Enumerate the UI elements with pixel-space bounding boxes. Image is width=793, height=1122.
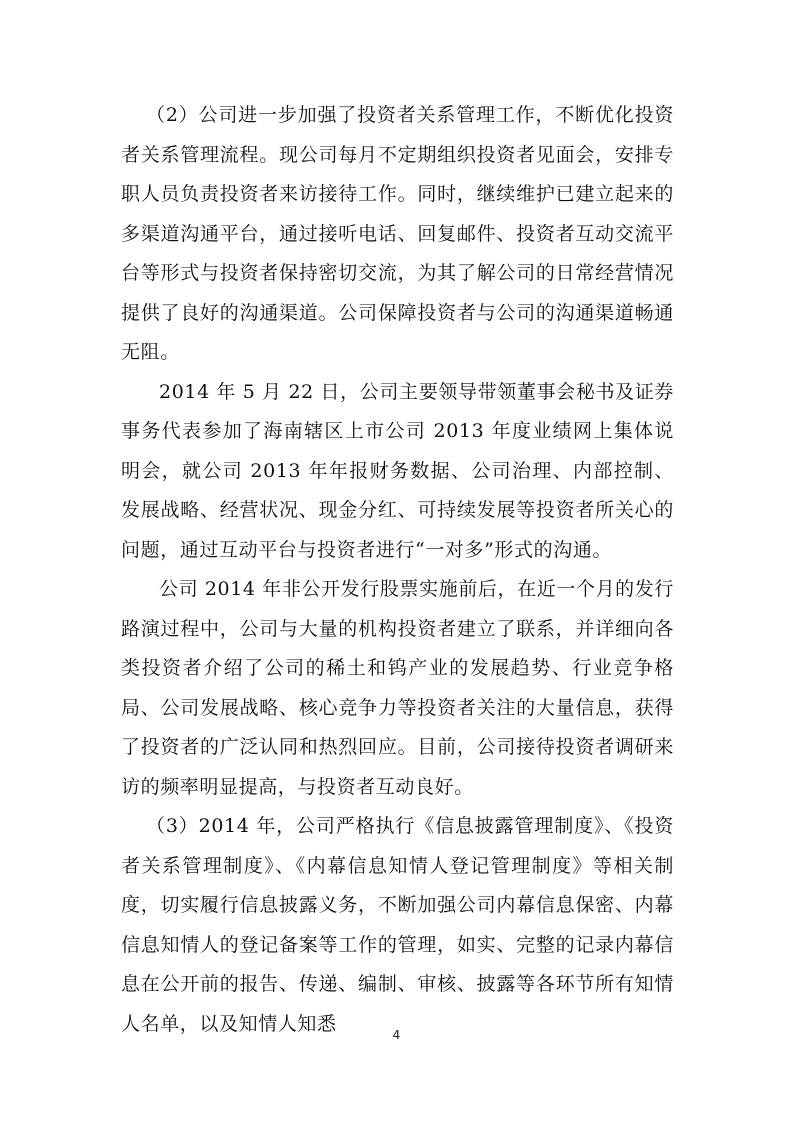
page-number: 4 [392,1028,401,1042]
body-text [121,96,674,1044]
paragraph-disclosure: （3）2014 年，公司严格执行《信息披露管理制度》、《投资者关系管理制度》、《内幕信息知情人登记管理制度》等相关制度，切实履行信息披露义务，不断加强公司内幕信息保密、内幕信息知情人的登记备案等工作的管理，如实、完整的记录内幕信息在公开前的报告、传递、编制、审核、披露等各环节所有知情人名单，以及知情人知悉 [121,815,674,1035]
paragraph-roadshow: 公司 2014 年非公开发行股票实施前后，在近一个月的发行路演过程中，公司与大量的机构投资者建立了联系，并详细向各类投资者介绍了公司的稀土和钨产业的发展趋势、行业竞争格局、公司发展战略、核心竞争力等投资者关注的大量信息，获得了投资者的广泛认同和热烈回应。目前，公司接待投资者调研来访的频率明显提高，与投资者互动良好。 [121,578,674,798]
paragraph-investor-relations: （2）公司进一步加强了投资者关系管理工作，不断优化投资者关系管理流程。现公司每月不定期组织投资者见面会，安排专职人员负责投资者来访接待工作。同时，继续维护已建立起来的多渠道沟通平台，通过接听电话、回复邮件、投资者互动交流平台等形式与投资者保持密切交流，为其了解公司的日常经营情况提供了良好的沟通渠道。公司保障投资者与公司的沟通渠道畅通无阻。 [121,104,674,363]
paragraph-earnings-briefing: 2014 年 5 月 22 日，公司主要领导带领董事会秘书及证券事务代表参加了海南辖区上市公司 2013 年度业绩网上集体说明会，就公司 2013 年年报财务数据、公司治理、内部控制、发展战略、经营状况、现金分红、可持续发展等投资者所关心的问题，通过互动平台与投资者进行“一对多”形式的沟通。 [121,380,674,561]
